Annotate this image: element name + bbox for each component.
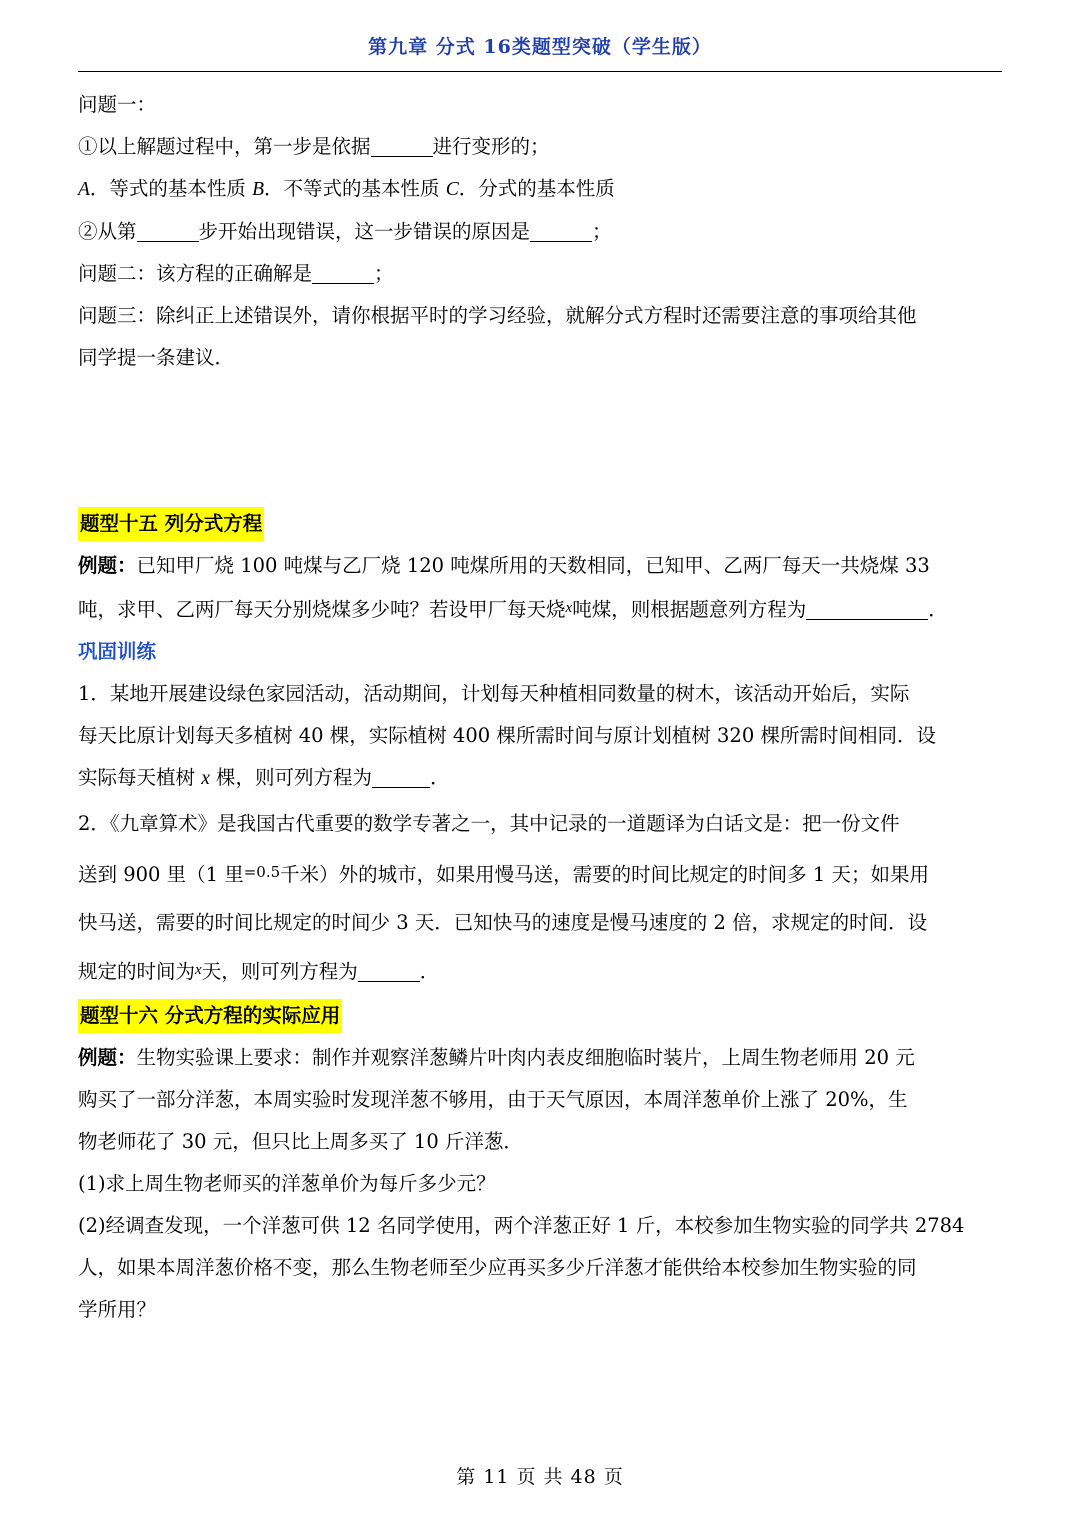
- example-text-a: 吨，求甲、乙两厂每天分别烧煤多少吨？若设甲厂每天烧: [78, 598, 566, 621]
- section15-heading-row: [78, 503, 1002, 545]
- q1-text-c: ．: [430, 766, 450, 789]
- q2-text-e: 天，则可列方程为: [201, 960, 358, 983]
- q2-text-f: ．: [419, 960, 440, 983]
- step1-text-a: ①以上解题过程中，第一步是依据: [78, 135, 371, 158]
- problem3-line1: 问题三：除纠正上述错误外，请你根据平时的学习经验，就解分式方程时还需要注意的事项给其他: [78, 304, 917, 327]
- section16-heading: 题型十六 分式方程的实际应用: [78, 999, 342, 1033]
- section16-sub2-line2: 人，如果本周洋葱价格不变，那么生物老师至少应再买多少斤洋葱才能供给本校参加生物实验的同: [78, 1256, 917, 1279]
- answer-blank: [358, 962, 420, 983]
- problem1-options: [78, 168, 1002, 211]
- option-b-letter: B: [252, 179, 265, 200]
- option-a-text: ．等式的基本性质: [89, 177, 253, 200]
- section16-line2: 购买了一部分洋葱，本周实验时发现洋葱不够用，由于天气原因，本周洋葱单价上涨了 20%，生: [78, 1088, 908, 1111]
- problem2-text-b: ；: [374, 262, 394, 285]
- section15-example-line2: [78, 587, 1002, 631]
- variable-x: x: [195, 962, 202, 978]
- q2-text-d: 规定的时间为: [78, 960, 196, 983]
- answer-blank: [530, 222, 592, 243]
- practice-label: 巩固训练: [78, 640, 157, 663]
- q2-text-b: 千米）外的城市，如果用慢马送，需要的时间比规定的时间多 1 天；如果用: [280, 863, 929, 886]
- step2-text-c: ；: [592, 220, 612, 243]
- q1-text-a: 实际每天植树: [78, 766, 202, 789]
- section16-sub2-line1: (2)经调查发现，一个洋葱可供 12 名同学使用，两个洋葱正好 1 斤，本校参加生物实验的同学共 2784: [78, 1214, 965, 1237]
- answer-blank: [372, 768, 430, 789]
- q2-equation: =0.5: [243, 863, 281, 881]
- variable-x: x: [201, 768, 210, 789]
- section15-heading: 题型十五 列分式方程: [78, 507, 264, 541]
- example-label: 例题：: [78, 1046, 137, 1069]
- example-text-b: 吨煤，则根据题意列方程为: [572, 598, 807, 621]
- option-c-text: ．分式的基本性质: [458, 177, 615, 200]
- q1-text-b: 棵，则可列方程为: [209, 766, 373, 789]
- step2-text-b: 步开始出现错误，这一步错误的原因是: [198, 220, 531, 243]
- q2-line1: 2．《九章算术》是我国古代重要的数学专著之一，其中记录的一道题译为白话文是：把一份文件: [78, 812, 900, 835]
- example-label: 例题：: [78, 554, 137, 577]
- q2-line4: [78, 947, 1002, 995]
- document-body: [78, 84, 1002, 1331]
- step2-text-a: ②从第: [78, 220, 137, 243]
- step1-text-b: 进行变形的；: [432, 135, 550, 158]
- page-footer: 第 11 页 共 48 页: [456, 1466, 624, 1488]
- problem3-line2: 同学提一条建议．: [78, 346, 235, 369]
- section16-line3: 物老师花了 30 元，但只比上周多买了 10 斤洋葱．: [78, 1130, 523, 1153]
- blank-space: [78, 379, 1002, 503]
- section16-sub1: (1)求上周生物老师买的洋葱单价为每斤多少元？: [78, 1172, 496, 1195]
- q2-line2: [78, 848, 1002, 899]
- problem2-text-a: 问题二：该方程的正确解是: [78, 262, 313, 285]
- section16-line1: [78, 1037, 1002, 1079]
- problem1-label: 问题一：: [78, 93, 157, 116]
- q1-line1: 1．某地开展建设绿色家园活动，活动期间，计划每天种植相同数量的树木，该活动开始后，实际: [78, 682, 910, 705]
- option-a-letter: A: [78, 179, 90, 200]
- example-text: 生物实验课上要求：制作并观察洋葱鳞片叶肉内表皮细胞临时装片，上周生物老师用 20 元: [136, 1046, 915, 1069]
- option-b-text: ．不等式的基本性质: [264, 177, 446, 200]
- page-header-title: 第九章 分式 16类题型突破（学生版）: [368, 36, 712, 58]
- section16-heading-row: [78, 995, 1002, 1037]
- answer-blank: [806, 600, 928, 621]
- answer-blank: [137, 222, 199, 243]
- header-divider: [78, 71, 1002, 72]
- problem2: [78, 253, 1002, 295]
- answer-blank: [371, 137, 433, 158]
- problem1-step2: [78, 211, 1002, 253]
- q2-line3: 快马送，需要的时间比规定的时间少 3 天．已知快马的速度是慢马速度的 2 倍，求规定的时间．设: [78, 911, 928, 934]
- q1-line3: [78, 757, 1002, 800]
- example-text: 已知甲厂烧 100 吨煤与乙厂烧 120 吨煤所用的天数相同，已知甲、乙两厂每天一共烧煤 33: [136, 554, 930, 577]
- answer-blank: [312, 264, 374, 285]
- section16-sub2-line3: 学所用？: [78, 1298, 157, 1321]
- option-c-letter: C: [445, 179, 459, 200]
- q2-text-a: 送到 900 里（1 里: [78, 863, 244, 886]
- example-text-c: ．: [928, 598, 948, 621]
- problem1-step1: [78, 126, 1002, 168]
- variable-x: x: [565, 600, 573, 616]
- q1-line2: 每天比原计划每天多植树 40 棵，实际植树 400 棵所需时间与原计划植树 320 棵所需时间相同．设: [78, 724, 936, 747]
- section15-example-line1: [78, 545, 1002, 587]
